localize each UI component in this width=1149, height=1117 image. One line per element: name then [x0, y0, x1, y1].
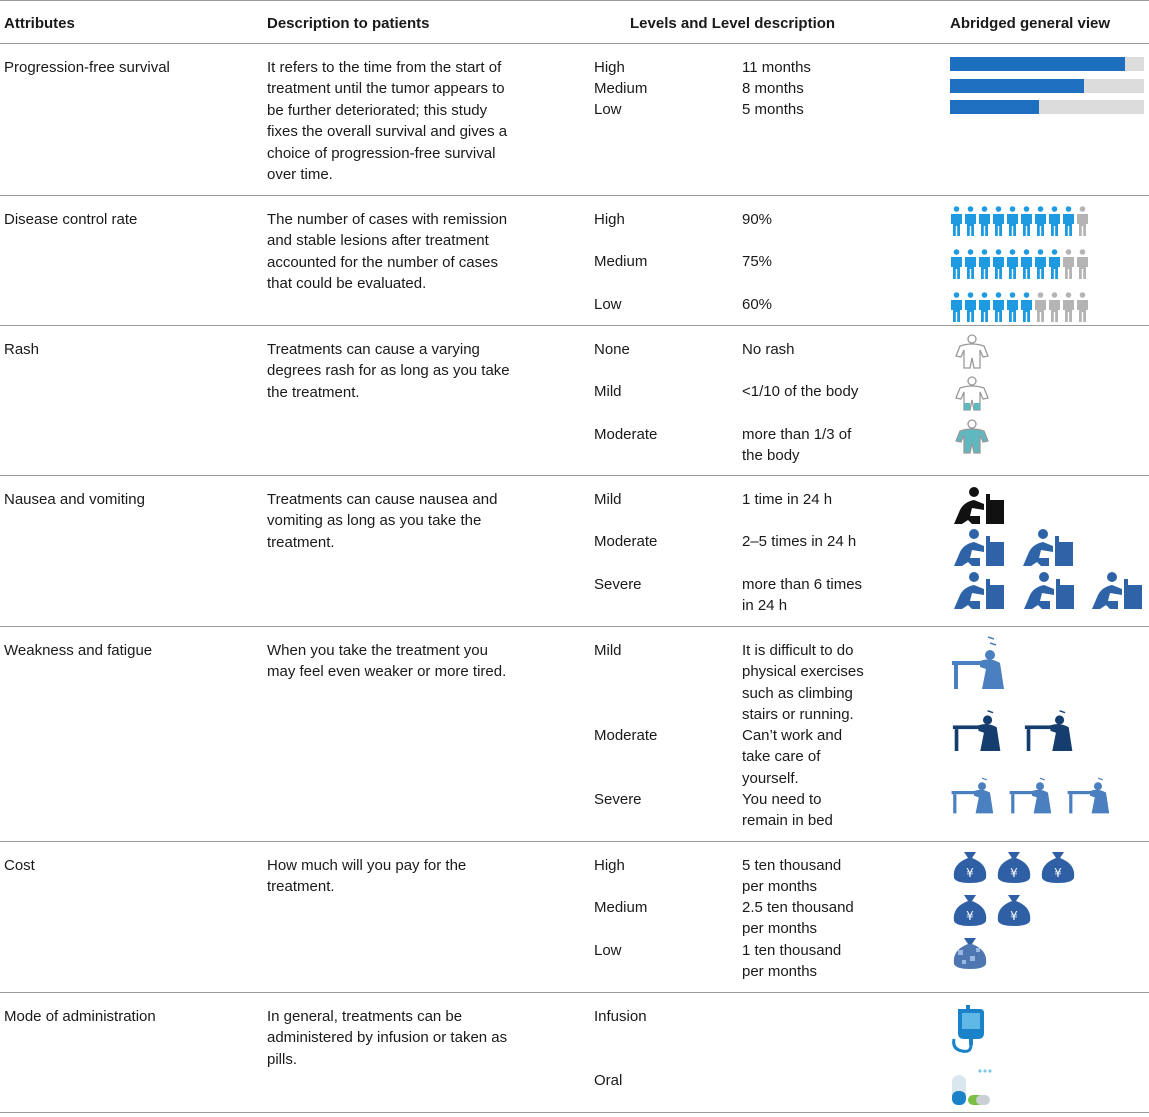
level-label: Low	[594, 942, 622, 959]
person-icon	[1006, 206, 1019, 236]
person-icon	[1062, 249, 1075, 279]
svg-text:¥: ¥	[1054, 866, 1062, 880]
table-row	[0, 476, 1149, 627]
level-description: 5 ten thousand per months	[742, 857, 842, 896]
level-label: Low	[594, 296, 622, 313]
level-label: Mild	[594, 642, 622, 659]
person-icon	[978, 249, 991, 279]
body-outline-icon	[950, 376, 994, 412]
svg-text:¥: ¥	[966, 909, 974, 923]
person-icon	[992, 249, 1005, 279]
tired-person-at-desk-icon	[950, 775, 1006, 815]
table-row	[0, 993, 1149, 1113]
pfs-bar-fill	[950, 100, 1039, 114]
level-label: Severe	[594, 576, 642, 593]
yuan-money-bag-icon	[1038, 850, 1078, 884]
person-icon	[964, 249, 977, 279]
level-description: <1/10 of the body	[742, 383, 859, 400]
level-label: Mild	[594, 491, 622, 508]
yuan-money-bag-icon-row	[950, 893, 1038, 931]
body-outline-icon	[950, 334, 994, 370]
attribute-description: When you take the treatment you may feel even weaker or more tired.	[267, 642, 507, 681]
person-icon	[992, 206, 1005, 236]
level-label: Moderate	[594, 533, 658, 550]
level-description: You need to remain in bed	[742, 791, 833, 830]
level-description: 90%	[742, 211, 773, 228]
iv-drip-bag-icon	[950, 1003, 1002, 1055]
attribute-description: It refers to the time from the start of treatment until the tumor appears to be further deteriorated; this study fixes the overall survival and gives a choice of progression-free survival over time.	[267, 59, 508, 184]
vomiting-person-icon	[950, 571, 1006, 611]
pfs-bar-fill	[950, 57, 1125, 71]
vomiting-person-icon	[950, 486, 1006, 526]
level-label: Moderate	[594, 727, 658, 744]
level-label: Medium	[594, 253, 648, 270]
attribute-name: Mode of administration	[4, 1008, 156, 1025]
body-outline-icon	[950, 419, 994, 455]
person-icon	[1076, 249, 1089, 279]
svg-text:¥: ¥	[1010, 866, 1018, 880]
person-icon	[950, 206, 963, 236]
person-icon	[1006, 249, 1019, 279]
table-row	[0, 196, 1149, 326]
pfs-bar-fill	[950, 79, 1084, 93]
yuan-money-bag-icon	[994, 893, 1034, 927]
level-description: Can’t work and take care of yourself.	[742, 727, 843, 787]
tired-person-at-desk-icon	[1008, 775, 1064, 815]
person-icon	[1034, 206, 1047, 236]
level-description: 75%	[742, 253, 773, 270]
level-description: 1 time in 24 h	[742, 491, 833, 508]
table-row	[0, 627, 1149, 842]
person-icon	[1034, 249, 1047, 279]
yuan-money-bag-icon	[950, 850, 990, 884]
pill-capsule-icon	[950, 1067, 996, 1107]
person-icon	[978, 206, 991, 236]
level-label: Infusion	[594, 1008, 647, 1025]
tired-person-at-desk-icon	[1066, 775, 1122, 815]
level-label: High	[594, 211, 625, 228]
attribute-description: Treatments can cause nausea and vomiting as long as you take the treatment.	[267, 491, 498, 551]
person-icon	[964, 292, 977, 322]
svg-text:¥: ¥	[966, 866, 974, 880]
person-icon	[1048, 249, 1061, 279]
header-description: Description to patients	[267, 15, 430, 32]
tired-person-at-desk-icon	[950, 635, 1020, 691]
level-label: Mild	[594, 383, 622, 400]
attribute-description: The number of cases with remission and stable lesions after treatment accounted for the number of cases that could be evaluated.	[267, 211, 508, 293]
level-description: No rash	[742, 341, 795, 358]
yuan-money-bag-icon-row	[950, 850, 1082, 888]
pfs-bar-high	[950, 57, 1144, 71]
vomiting-person-icon	[1016, 528, 1078, 568]
table-header	[0, 0, 1149, 44]
person-icon	[978, 292, 991, 322]
level-label: Medium	[594, 899, 648, 916]
attribute-name: Weakness and fatigue	[4, 642, 153, 659]
person-icon	[992, 292, 1005, 322]
attribute-description: Treatments can cause a varying degrees rash for as long as you take the treatment.	[267, 341, 510, 401]
person-icon	[1020, 292, 1033, 322]
attribute-name: Rash	[4, 341, 40, 358]
level-label: Low	[594, 101, 622, 118]
attribute-name: Progression-free survival	[4, 59, 170, 76]
person-icon	[964, 206, 977, 236]
level-label: Medium	[594, 80, 648, 97]
level-description: 11 months	[742, 59, 811, 76]
person-icon	[1034, 292, 1047, 322]
table-row	[0, 842, 1149, 993]
person-icon	[1006, 292, 1019, 322]
person-icon	[1020, 206, 1033, 236]
table-row	[0, 326, 1149, 476]
person-icon	[1048, 206, 1061, 236]
level-label: High	[594, 59, 625, 76]
attribute-description: How much will you pay for the treatment.	[267, 857, 467, 896]
person-icon	[1062, 206, 1075, 236]
header-general-view: Abridged general view	[950, 15, 1111, 32]
yuan-money-bag-icon	[950, 893, 990, 927]
person-icon	[1062, 292, 1075, 322]
attribute-name: Disease control rate	[4, 211, 138, 228]
people-icon-row	[950, 206, 1090, 240]
people-icon-row	[950, 292, 1090, 326]
level-description: 5 months	[742, 101, 804, 118]
header-attributes: Attributes	[4, 15, 75, 32]
yuan-money-bag-icon	[950, 936, 990, 970]
level-label: Oral	[594, 1072, 623, 1089]
vomiting-person-icon	[950, 528, 1006, 568]
vomiting-person-icon	[1088, 571, 1144, 611]
level-description: more than 1/3 of the body	[742, 426, 852, 465]
level-label: Moderate	[594, 426, 658, 443]
level-description: 2–5 times in 24 h	[742, 533, 857, 550]
level-description: It is difficult to do physical exercises such as climbing stairs or running.	[742, 642, 864, 724]
level-description: 60%	[742, 296, 773, 313]
pfs-bar-medium	[950, 79, 1144, 93]
attribute-name: Nausea and vomiting	[4, 491, 145, 508]
tired-person-at-desk-icon	[950, 709, 1016, 751]
attribute-name: Cost	[4, 857, 35, 874]
pfs-bar-low	[950, 100, 1144, 114]
svg-text:¥: ¥	[1010, 909, 1018, 923]
header-levels: Levels and Level description	[630, 15, 836, 32]
yuan-money-bag-icon	[994, 850, 1034, 884]
person-icon	[950, 249, 963, 279]
person-icon	[1076, 292, 1089, 322]
person-icon	[950, 292, 963, 322]
attribute-description: In general, treatments can be administered by infusion or taken as pills.	[267, 1008, 508, 1068]
level-description: 1 ten thousand per months	[742, 942, 842, 981]
person-icon	[1048, 292, 1061, 322]
person-icon	[1020, 249, 1033, 279]
people-icon-row	[950, 249, 1090, 283]
level-label: None	[594, 341, 630, 358]
person-icon	[1076, 206, 1089, 236]
level-description: 2.5 ten thousand per months	[742, 899, 854, 938]
level-description: more than 6 times in 24 h	[742, 576, 863, 615]
level-label: Severe	[594, 791, 642, 808]
level-label: High	[594, 857, 625, 874]
vomiting-person-icon	[1020, 571, 1076, 611]
table-row	[0, 44, 1149, 196]
level-description: 8 months	[742, 80, 804, 97]
tired-person-at-desk-icon	[1022, 709, 1088, 751]
